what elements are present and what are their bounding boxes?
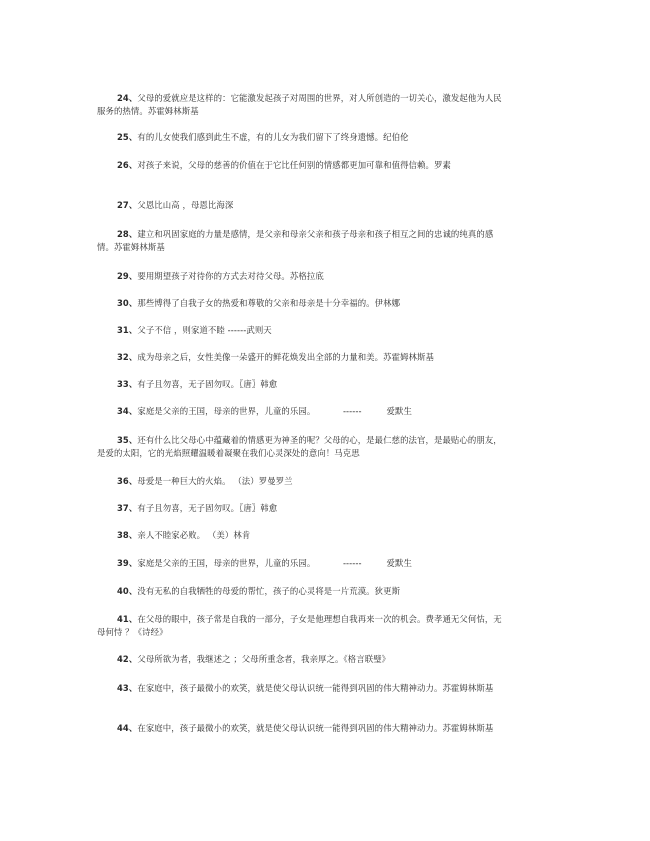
quote-number: 30、 xyxy=(117,298,138,308)
quote-number: 24、 xyxy=(117,93,138,103)
quote-text: 在家庭中，孩子最微小的欢笑，就是使父母认识统一能得到巩固的伟大精神动力。苏霍姆林斯基 xyxy=(137,723,494,733)
quote-text: 有子且勿喜，无子固勿叹。〖唐〗韩愈 xyxy=(137,379,278,389)
quote-text: 家庭是父亲的王国，母亲的世界，儿童的乐园。 ------ 爱默生 xyxy=(137,558,412,568)
quote-number: 38、 xyxy=(117,530,138,540)
quote-entry xyxy=(97,722,507,735)
quote-entry xyxy=(97,297,507,310)
quote-number: 36、 xyxy=(117,476,138,486)
quote-number: 35、 xyxy=(117,435,138,445)
quote-entry xyxy=(97,159,507,172)
quote-number: 41、 xyxy=(117,614,138,624)
quote-entry xyxy=(97,131,507,144)
quote-text: 要用期望孩子对待你的方式去对待父母。苏格拉底 xyxy=(137,271,324,281)
quote-number: 25、 xyxy=(117,132,138,142)
quote-number: 40、 xyxy=(117,586,138,596)
quote-entry xyxy=(97,434,507,460)
quote-number: 31、 xyxy=(117,325,138,335)
quote-text: 建立和巩固家庭的力量是感情，是父亲和母亲父亲和孩子母亲和孩子相互之间的忠诚的纯真的感情。苏霍姆林斯基 xyxy=(97,229,494,252)
quote-text: 成为母亲之后，女性美像一朵盛开的鲜花焕发出全部的力量和美。苏霍姆林斯基 xyxy=(137,352,434,362)
quote-number: 42、 xyxy=(117,654,138,664)
quote-number: 44、 xyxy=(117,723,138,733)
quote-entry xyxy=(97,585,507,598)
quote-entry xyxy=(97,475,507,488)
quote-entry xyxy=(97,613,507,639)
quote-text: 父母所欲为者，我继述之 ；父母所重念者，我亲厚之。《格言联璧》 xyxy=(137,654,391,664)
quote-text: 有的儿女使我们感到此生不虚，有的儿女为我们留下了终身遗憾。纪伯伦 xyxy=(137,132,409,142)
quote-entry xyxy=(97,351,507,364)
quote-entry xyxy=(97,502,507,515)
quote-text: 没有无私的自我牺牲的母爱的帮忙，孩子的心灵将是一片荒漠。狄更斯 xyxy=(137,586,401,596)
quote-entry xyxy=(97,270,507,283)
quote-number: 33、 xyxy=(117,379,138,389)
quote-number: 28、 xyxy=(117,229,138,239)
quote-entry xyxy=(97,557,507,570)
quote-entry xyxy=(97,653,507,666)
quote-text: 亲人不睦家必败。 （美）林肯 xyxy=(137,530,251,540)
quote-text: 在父母的眼中，孩子常是自我的一部分，子女是他理想自我再来一次的机会。费孝通无父何怙，无母何恃 ？《诗经》 xyxy=(97,614,502,637)
quote-number: 29、 xyxy=(117,271,138,281)
quote-entry xyxy=(97,199,507,212)
quote-entry xyxy=(97,228,507,254)
quote-text: 家庭是父亲的王国，母亲的世界，儿童的乐园。 ------ 爱默生 xyxy=(137,406,412,416)
quote-entry xyxy=(97,529,507,542)
quote-entry xyxy=(97,324,507,337)
quote-number: 32、 xyxy=(117,352,138,362)
quote-entry xyxy=(97,92,507,118)
quote-text: 父子不信 ，则家道不睦 ------武则天 xyxy=(137,325,272,335)
quote-entry xyxy=(97,682,507,695)
quote-number: 43、 xyxy=(117,683,138,693)
quote-text: 母爱是一种巨大的火焰。 （法）罗曼罗兰 xyxy=(137,476,293,486)
quote-text: 在家庭中，孩子最微小的欢笑，就是使父母认识统一能得到巩固的伟大精神动力。苏霍姆林斯基 xyxy=(137,683,494,693)
quote-number: 39、 xyxy=(117,558,138,568)
quote-number: 34、 xyxy=(117,406,138,416)
quote-text: 那些博得了自我子女的热爱和尊敬的父亲和母亲是十分幸福的。伊林娜 xyxy=(137,298,401,308)
quote-number: 27、 xyxy=(117,200,138,210)
quote-text: 父恩比山高 ，母恩比海深 xyxy=(137,200,234,210)
quote-number: 26、 xyxy=(117,160,138,170)
quote-text: 对孩子来说，父母的慈善的价值在于它比任何别的情感都更加可靠和值得信赖。罗素 xyxy=(137,160,451,170)
quote-entry xyxy=(97,378,507,391)
quote-number: 37、 xyxy=(117,503,138,513)
quote-entry xyxy=(97,405,507,418)
quote-text: 父母的爱就应是这样的：它能激发起孩子对周围的世界，对人所创造的一切关心，激发起他为人民服务的热情。苏霍姆林斯基 xyxy=(97,93,502,116)
quote-text: 还有什么比父母心中蕴藏着的情感更为神圣的呢？父母的心，是最仁慈的法官，是最贴心的朋友，是爱的太阳，它的光焰照耀温暖着凝聚在我们心灵深处的意向！马克思 xyxy=(97,435,502,458)
quote-text: 有子且勿喜，无子固勿叹。〖唐〗韩愈 xyxy=(137,503,278,513)
